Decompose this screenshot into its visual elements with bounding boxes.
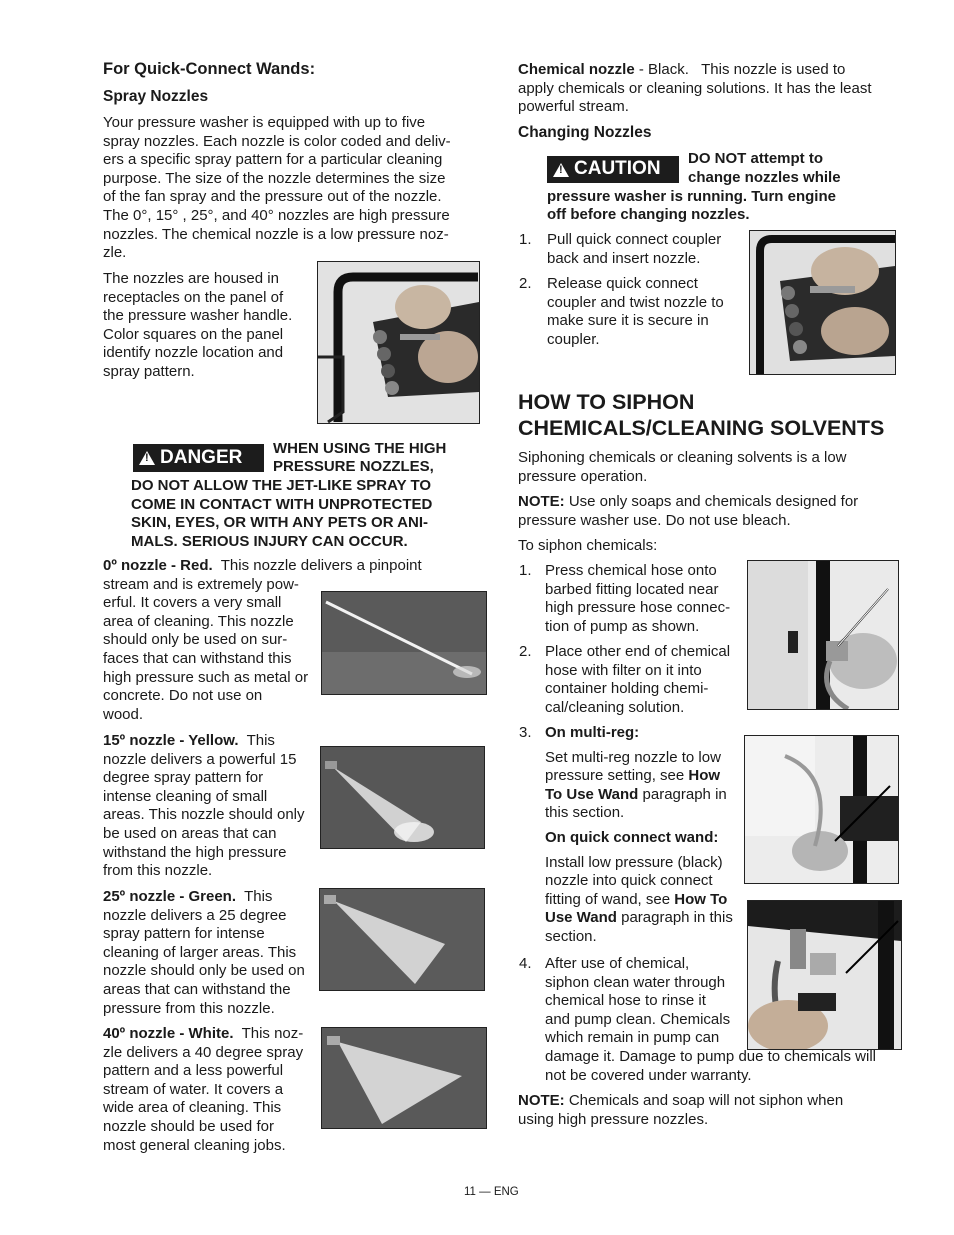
caution-label: CAUTION [574, 158, 661, 180]
text-line: The nozzles are housed in [103, 270, 279, 287]
text-line: back and insert nozzle. [547, 249, 701, 267]
list-number: 3. [519, 724, 532, 741]
text-line: siphon clean water through [545, 973, 726, 991]
text-line: Press chemical hose onto [545, 562, 717, 579]
text-line: This noz- [233, 1025, 304, 1042]
text-line: cleaning of larger areas. This [103, 943, 297, 961]
list-number: 2. [519, 275, 532, 292]
list-number: 1. [519, 231, 532, 248]
text-line: nozzle into quick connect [545, 872, 713, 890]
text-line: coupler. [547, 330, 600, 348]
text-line: of the fan spray and the pressure out of the nozzle. [103, 188, 442, 206]
caution-badge [547, 156, 679, 183]
text-line: The 0°, 15° , 25°, and 40° nozzles are high pressure [103, 206, 450, 224]
nozzle-25-description [103, 888, 318, 1018]
warning-triangle-icon [553, 163, 569, 177]
danger-text-line: COME IN CONTACT WITH UNPROTECTED [131, 496, 433, 513]
text-line: high pressure such as metal or [103, 668, 309, 686]
text-line: spray nozzles. Each nozzle is color coded and deliv- [103, 132, 451, 150]
text-line: - Black. This nozzle is used to [634, 61, 846, 78]
text-line: Install low pressure (black) [545, 853, 723, 871]
text-line: areas that can withstand the [103, 980, 291, 998]
text-line: apply chemicals or cleaning solutions. It has the least [518, 80, 872, 97]
text-line: receptacles on the panel of [103, 288, 284, 306]
caution-text-line: DO NOT attempt to [688, 150, 823, 167]
text-line: cal/cleaning solution. [545, 698, 685, 716]
changing-nozzle-photo [749, 230, 896, 375]
text-line: paragraph in this [616, 909, 733, 927]
page-footer: 11 — ENG [464, 1186, 519, 1198]
text-line: nozzle should be used for [103, 1117, 274, 1135]
danger-label: DANGER [160, 446, 243, 468]
note-line [518, 1092, 843, 1111]
text-line: pressure washer use. Do not use bleach. [518, 512, 791, 529]
text-line: damage it. Damage to pump due to chemicals will [545, 1047, 876, 1065]
subheading-changing-nozzles: Changing Nozzles [518, 124, 652, 141]
text-line: erful. It covers a very small [103, 594, 282, 612]
multi-reg-wand-photo [744, 735, 899, 884]
text-line: should only be used on sur- [103, 631, 288, 649]
text-line: concrete. Do not use on [103, 687, 263, 705]
text-line: pressure from this nozzle. [103, 999, 275, 1017]
text-line: zle. [103, 244, 127, 262]
text-line: nozzle delivers a powerful 15 [103, 750, 297, 768]
text-line: wood. [103, 705, 144, 723]
text-line: stream and is extremely pow- [103, 575, 299, 593]
text-line: zle delivers a 40 degree spray [103, 1043, 304, 1061]
text-line: ers a specific spray pattern for a particular cleaning [103, 151, 443, 169]
text-line: Pull quick connect coupler [547, 231, 722, 248]
text-line: which remain in pump can [545, 1029, 720, 1047]
nozzle-15-label: 15º nozzle - Yellow. [103, 732, 239, 749]
note-label: NOTE: [518, 1092, 565, 1109]
text-line: intense cleaning of small [103, 787, 268, 805]
text-line: powerful stream. [518, 98, 629, 115]
text-line: Color squares on the panel [103, 325, 284, 343]
warning-triangle-icon [139, 451, 155, 465]
text-line: high pressure hose connec- [545, 599, 731, 617]
nozzle-housing-paragraph [103, 270, 313, 382]
text-line: section. [545, 927, 597, 945]
text-line: not be covered under warranty. [545, 1066, 752, 1084]
chemical-nozzle-line [518, 61, 903, 80]
text-line: stream of water. It covers a [103, 1080, 284, 1098]
text-line: purpose. The size of the nozzle determines the size [103, 169, 446, 187]
text-line: Your pressure washer is equipped with up to five [103, 114, 426, 131]
text-line: This [236, 888, 273, 905]
text-line: spray pattern. [103, 362, 195, 380]
text-line: the pressure washer handle. [103, 307, 293, 325]
nozzle-25-label: 25º nozzle - Green. [103, 888, 237, 905]
spray-25-degree-photo [319, 888, 485, 991]
text-line: coupler and twist nozzle to [547, 293, 724, 311]
quick-connect-heading: On quick connect wand: [545, 828, 719, 846]
text-line: After use of chemical, [545, 955, 690, 972]
text-line: Chemicals and soap will not siphon when [564, 1092, 844, 1109]
nozzle-40-description [103, 1025, 318, 1155]
text-line: Siphoning chemicals or cleaning solvents is a low [518, 449, 847, 466]
text-line: pattern and a less powerful [103, 1062, 284, 1080]
text-line: nozzle delivers a 25 degree [103, 906, 287, 924]
nozzle-15-description [103, 732, 318, 881]
danger-text-line: PRESSURE NOZZLES, [273, 458, 434, 475]
text-line: be used on areas that can [103, 824, 277, 842]
text-line: this section. [545, 804, 625, 822]
text-line: pressure operation. [518, 468, 648, 485]
text-line: Release quick connect [547, 275, 698, 292]
text-line: and pump clean. Chemicals [545, 1010, 731, 1028]
nozzle-0-label: 0º nozzle - Red. [103, 557, 213, 574]
list-number: 1. [519, 562, 532, 579]
text-line: pressure setting, see [545, 767, 689, 785]
spray-nozzles-paragraph [103, 114, 483, 263]
danger-text-line: MALS. SERIOUS INJURY CAN OCCUR. [131, 533, 408, 550]
text-line: nozzles. The chemical nozzle is a low pressure noz- [103, 225, 449, 243]
text-line: To Use Wand [545, 785, 639, 803]
text-line: area of cleaning. This nozzle [103, 612, 294, 630]
subheading-spray-nozzles: Spray Nozzles [103, 88, 209, 105]
text-line: wide area of cleaning. This [103, 1099, 282, 1117]
text-line: tion of pump as shown. [545, 617, 700, 635]
text-line: How To [674, 890, 728, 908]
text-line: paragraph in [638, 785, 727, 803]
caution-text-line: off before changing nozzles. [547, 206, 750, 223]
text-line: container holding chemi- [545, 680, 709, 698]
note-label: NOTE: [518, 493, 565, 510]
text-line: areas. This nozzle should only [103, 806, 305, 824]
heading-line: CHEMICALS/CLEANING SOLVENTS [518, 416, 885, 440]
text-line: hose with filter on it into [545, 661, 702, 679]
danger-text-line: WHEN USING THE HIGH [273, 440, 447, 457]
spray-15-degree-photo [320, 746, 485, 849]
text-line: fitting of wand, see [545, 890, 675, 908]
text-line: Use only soaps and chemicals designed for [564, 493, 859, 510]
to-siphon-text: To siphon chemicals: [518, 537, 658, 554]
text-line: spray pattern for intense [103, 925, 265, 943]
text-line: Use Wand [545, 909, 617, 927]
text-line: degree spray pattern for [103, 769, 264, 787]
text-line: from this nozzle. [103, 862, 213, 880]
spray-0-degree-photo [321, 591, 487, 695]
text-line: This [238, 732, 275, 749]
list-number: 4. [519, 955, 532, 972]
text-line: chemical hose to rinse it [545, 992, 706, 1010]
danger-badge [133, 444, 264, 472]
section-heading-quick-connect: For Quick-Connect Wands: [103, 60, 316, 78]
text-line: This nozzle delivers a pinpoint [212, 557, 422, 574]
danger-text-line: SKIN, EYES, OR WITH ANY PETS OR ANI- [131, 514, 428, 531]
multi-reg-heading: On multi-reg: [545, 724, 640, 741]
text-line: identify nozzle location and [103, 344, 284, 362]
caution-text-line: pressure washer is running. Turn engine [547, 188, 836, 205]
text-line: make sure it is secure in [547, 312, 709, 330]
pump-hose-photo [747, 560, 899, 710]
siphon-heading [518, 389, 884, 441]
heading-line: HOW TO SIPHON [518, 390, 695, 414]
text-line: most general cleaning jobs. [103, 1136, 286, 1154]
text-line: using high pressure nozzles. [518, 1111, 709, 1128]
danger-text-line: DO NOT ALLOW THE JET-LIKE SPRAY TO [131, 477, 432, 494]
text-line: faces that can withstand this [103, 649, 292, 667]
text-line: barbed fitting located near [545, 580, 719, 598]
spray-40-degree-photo [321, 1027, 487, 1129]
note-line [518, 493, 858, 512]
caution-text-line: change nozzles while [688, 169, 841, 186]
text-line: How [688, 767, 721, 785]
text-line: withstand the high pressure [103, 843, 287, 861]
list-number: 2. [519, 643, 532, 660]
text-line: Set multi-reg nozzle to low [545, 748, 721, 766]
text-line: nozzle should only be used on [103, 962, 305, 980]
chemical-nozzle-label: Chemical nozzle [518, 61, 635, 78]
nozzle-panel-photo [317, 261, 480, 424]
text-line: Place other end of chemical [545, 643, 731, 660]
nozzle-40-label: 40º nozzle - White. [103, 1025, 234, 1042]
